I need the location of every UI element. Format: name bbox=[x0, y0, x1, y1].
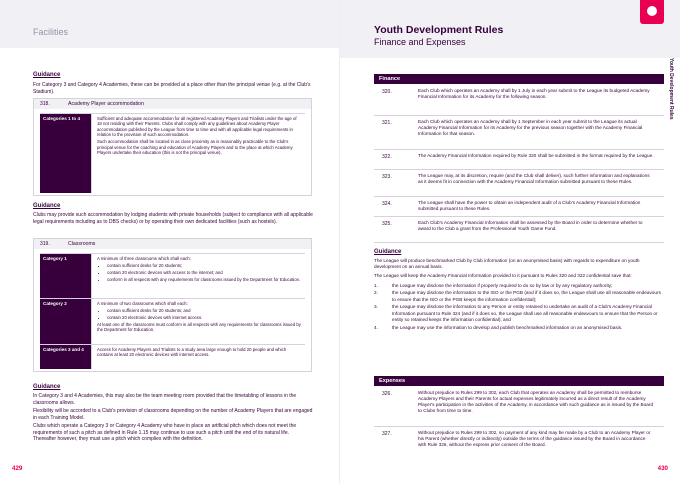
rule-319-header bbox=[34, 239, 311, 249]
rule-319-box bbox=[33, 238, 312, 372]
category-paragraph: Sufficient and adequate accommodation for all registered Academy Players and Trialists under the age of 18 not residing with their Parents. Clubs shall comply with any guidelines about Academy Player accommodation published by the League from time to time and with all applicable legal requirements in relation to the provision of such accommodation. bbox=[97, 116, 297, 138]
premier-league-lion-logo-icon bbox=[640, 0, 664, 24]
page-title: Youth Development Rules bbox=[374, 24, 504, 36]
rule-text: Each Club's Academy Financial Information shall be assessed by the Board in order to determine whether to award to the Club a grant from the Professional Youth Game Fund. bbox=[418, 220, 643, 231]
rule-number: 319. bbox=[40, 241, 50, 247]
list-text: the League may disclose the information to any Person or entity retained to undertake an audit of a Club's Academy Financial Information pursuant to Rule 324 (and if it does so, the League shall use all reasonable endeavours to ensure that the Person or entity so retained keeps the information confidential); and bbox=[392, 304, 658, 322]
expenses-heading: Expenses bbox=[374, 376, 664, 386]
rule-text: The Academy Financial Information required by Rule 320 shall be submitted in the format required by the League. bbox=[418, 153, 654, 158]
rule-text: The League may, at its discretion, require (and the Club shall deliver), such further information and explanations as it deems fit in connection with the Academy Financial Information submitted pursuant to these Rules. bbox=[418, 173, 650, 184]
guidance-body bbox=[374, 258, 664, 332]
right-header bbox=[340, 0, 680, 58]
list-text: the League may disclose the information to the ISO or the PGB (and if it does so, the League shall use all reasonable endeavours to ensure that the ISO or the PGB keeps the information confidential); bbox=[392, 290, 661, 302]
category-content bbox=[93, 299, 305, 344]
category-intro: Access for Academy Players and Trialists to a study area large enough to hold 20 people and which contains at least 20 electronic devices with internet access. bbox=[97, 347, 287, 358]
guidance-text: For Category 3 and Category 4 Academies, these can be provided at a place other than the principal venue (e.g. at the Club's Stadium). bbox=[33, 82, 311, 95]
side-tab-label: Youth Development Rules bbox=[668, 58, 674, 120]
list-text: the League may disclose the information if properly required to do so by law or by any regulatory authority; bbox=[392, 282, 613, 288]
rule-row bbox=[374, 170, 664, 197]
rule-text: Each Club which operates an Academy shall by 1 September in each year submit to the League its actual Academy Financial Information for its Academy for the previous season together with the Academy Financial Information for that season. bbox=[418, 119, 643, 136]
list-number: 4. bbox=[374, 324, 378, 330]
category-label: Category 1 bbox=[40, 254, 92, 298]
rule-number: 324. bbox=[382, 201, 392, 207]
page-subtitle: Finance and Expenses bbox=[374, 37, 466, 47]
section-title: Facilities bbox=[33, 27, 69, 37]
rule-row bbox=[374, 197, 664, 217]
right-page bbox=[340, 0, 680, 483]
rule-number: 318. bbox=[40, 101, 50, 107]
guidance-heading: Guidance bbox=[33, 384, 61, 390]
category-outro: At least one of the classrooms must conform in all respects with any requirements for classrooms issued by the Department for Education. bbox=[97, 322, 301, 333]
guidance-paragraph: The League will keep the Academy Financial Information provided to it pursuant to Rules 320 and 322 confidential save that: bbox=[374, 273, 632, 279]
rule-number: 322. bbox=[382, 154, 392, 160]
rule-number: 320. bbox=[382, 89, 392, 95]
guidance-list-item bbox=[374, 290, 664, 302]
guidance-paragraph: In Category 3 and 4 Academies, this may also be the team meeting room provided that the timetabling of lessons in the classrooms allows. bbox=[33, 393, 297, 406]
rule-text: Without prejudice to Rules 299 to 302, each Club that operates an Academy shall be permitted to reimburse Academy Players and their Parents for actual expenses legitimately incurred as a direct result of the Academy Player's participation in the activities of the Academy, in accordance with such guidance as is issued by the Board to Clubs from time to time. bbox=[418, 390, 654, 413]
bullet-item: • contain sufficient desks for 20 students; bbox=[107, 263, 301, 268]
rule-318-box bbox=[33, 98, 312, 196]
guidance-paragraph: Clubs which operate a Category 3 or Category 4 Academy who have in place an artificial pitch which does not meet the requirements of such a pitch as defined in Rule 1.15 may continue to use such a pitch until the end of its natural life. Thereafter however, they must use a pitch which complies with the definition. bbox=[33, 423, 297, 443]
rule-number: 327. bbox=[382, 431, 392, 437]
rule-text: Each Club which operates an Academy shall by 1 July in each year submit to the League its budgeted Academy Financial Information for its Academy for the following season. bbox=[418, 88, 650, 99]
rule-title: Academy Player accommodation bbox=[68, 101, 144, 107]
guidance-heading: Guidance bbox=[33, 203, 61, 209]
category-bullets bbox=[107, 308, 301, 320]
rule-row bbox=[374, 427, 664, 467]
rule-row bbox=[374, 116, 664, 150]
category-content bbox=[93, 254, 305, 298]
category-content bbox=[93, 345, 305, 369]
category-paragraph: Such accommodation shall be located in as close proximity as is reasonably practicable to the Club's principal venue for the coaching and education of Academy Players and to the place at which Academy Players undertake their education (this is not the principal venue). bbox=[97, 139, 293, 156]
guidance-heading: Guidance bbox=[33, 72, 61, 78]
guidance-paragraph: Flexibility will be accorded to a Club's provision of classrooms depending on the number of Academy Players that are engaged in each Training Model. bbox=[33, 408, 313, 421]
bullet-item: • contain sufficient desks for 20 students; and bbox=[107, 308, 301, 313]
page-number: 430 bbox=[657, 465, 668, 472]
bullet-item: • contain 20 electronic devices with access to the internet; and bbox=[107, 270, 301, 275]
rule-number: 321. bbox=[382, 120, 392, 126]
guidance-list-item bbox=[374, 304, 664, 323]
rule-row bbox=[374, 387, 664, 427]
category-row bbox=[40, 253, 305, 298]
rule-318-header bbox=[34, 99, 311, 109]
bullet-item: • contain 20 electronic devices with internet access. bbox=[107, 315, 301, 320]
category-row bbox=[40, 113, 305, 193]
guidance-text: Clubs may provide such accommodation by lodging students with private households (subject to compliance with all applicable legal requirements including as to DBS checks) or by operating their own dedicated facilities (such as hostels). bbox=[33, 212, 313, 225]
category-row bbox=[40, 298, 305, 344]
category-label: Categories 3 and 4 bbox=[40, 345, 92, 369]
category-label: Category 2 bbox=[40, 299, 92, 344]
rule-row bbox=[374, 150, 664, 170]
finance-heading: Finance bbox=[374, 74, 664, 84]
category-content bbox=[93, 114, 305, 193]
category-bullets bbox=[107, 263, 301, 282]
category-intro: A minimum of two classrooms which shall each: bbox=[97, 301, 188, 306]
category-row bbox=[40, 344, 305, 369]
left-header bbox=[0, 0, 340, 48]
list-number: 1. bbox=[374, 282, 378, 288]
category-intro: A minimum of three classrooms which shall each: bbox=[97, 256, 191, 261]
guidance-paragraph: The League will produce benchmarked Club by Club information (on an anonymised basis) with regards to expenditure on youth development on an annual basis. bbox=[374, 258, 640, 270]
guidance-heading: Guidance bbox=[374, 249, 402, 255]
bullet-item: • conform in all respects with any requirements for classrooms issued by the Department for Education. bbox=[107, 277, 301, 282]
rule-row bbox=[374, 85, 664, 116]
rule-row bbox=[374, 217, 664, 243]
rule-number: 325. bbox=[382, 221, 392, 227]
guidance-list-item bbox=[374, 325, 664, 331]
rule-number: 323. bbox=[382, 174, 392, 180]
guidance-list-item bbox=[374, 283, 664, 289]
page-number: 429 bbox=[12, 465, 23, 472]
rule-number: 326. bbox=[382, 391, 392, 397]
list-number: 2. bbox=[374, 290, 378, 296]
list-number: 3. bbox=[374, 304, 378, 310]
category-label: Categories 1 to 4 bbox=[40, 114, 92, 193]
side-tab bbox=[666, 58, 680, 176]
list-text: the League may use the information to develop and publish benchmarked information on an anonymised basis. bbox=[392, 324, 623, 330]
rule-title: Classrooms bbox=[68, 241, 96, 247]
rule-text: The League shall have the power to obtain an independent audit of a Club's Academy Financial Information submitted pursuant to these Rules. bbox=[418, 200, 641, 211]
rule-text: Without prejudice to Rules 299 to 302, no payment of any kind may be made by a Club to an Academy Player or his Parent (whether directly or indirectly) outside the terms of the guidance issued by the Board in accordance with Rule 326, without the express prior consent of the Board. bbox=[418, 430, 651, 447]
